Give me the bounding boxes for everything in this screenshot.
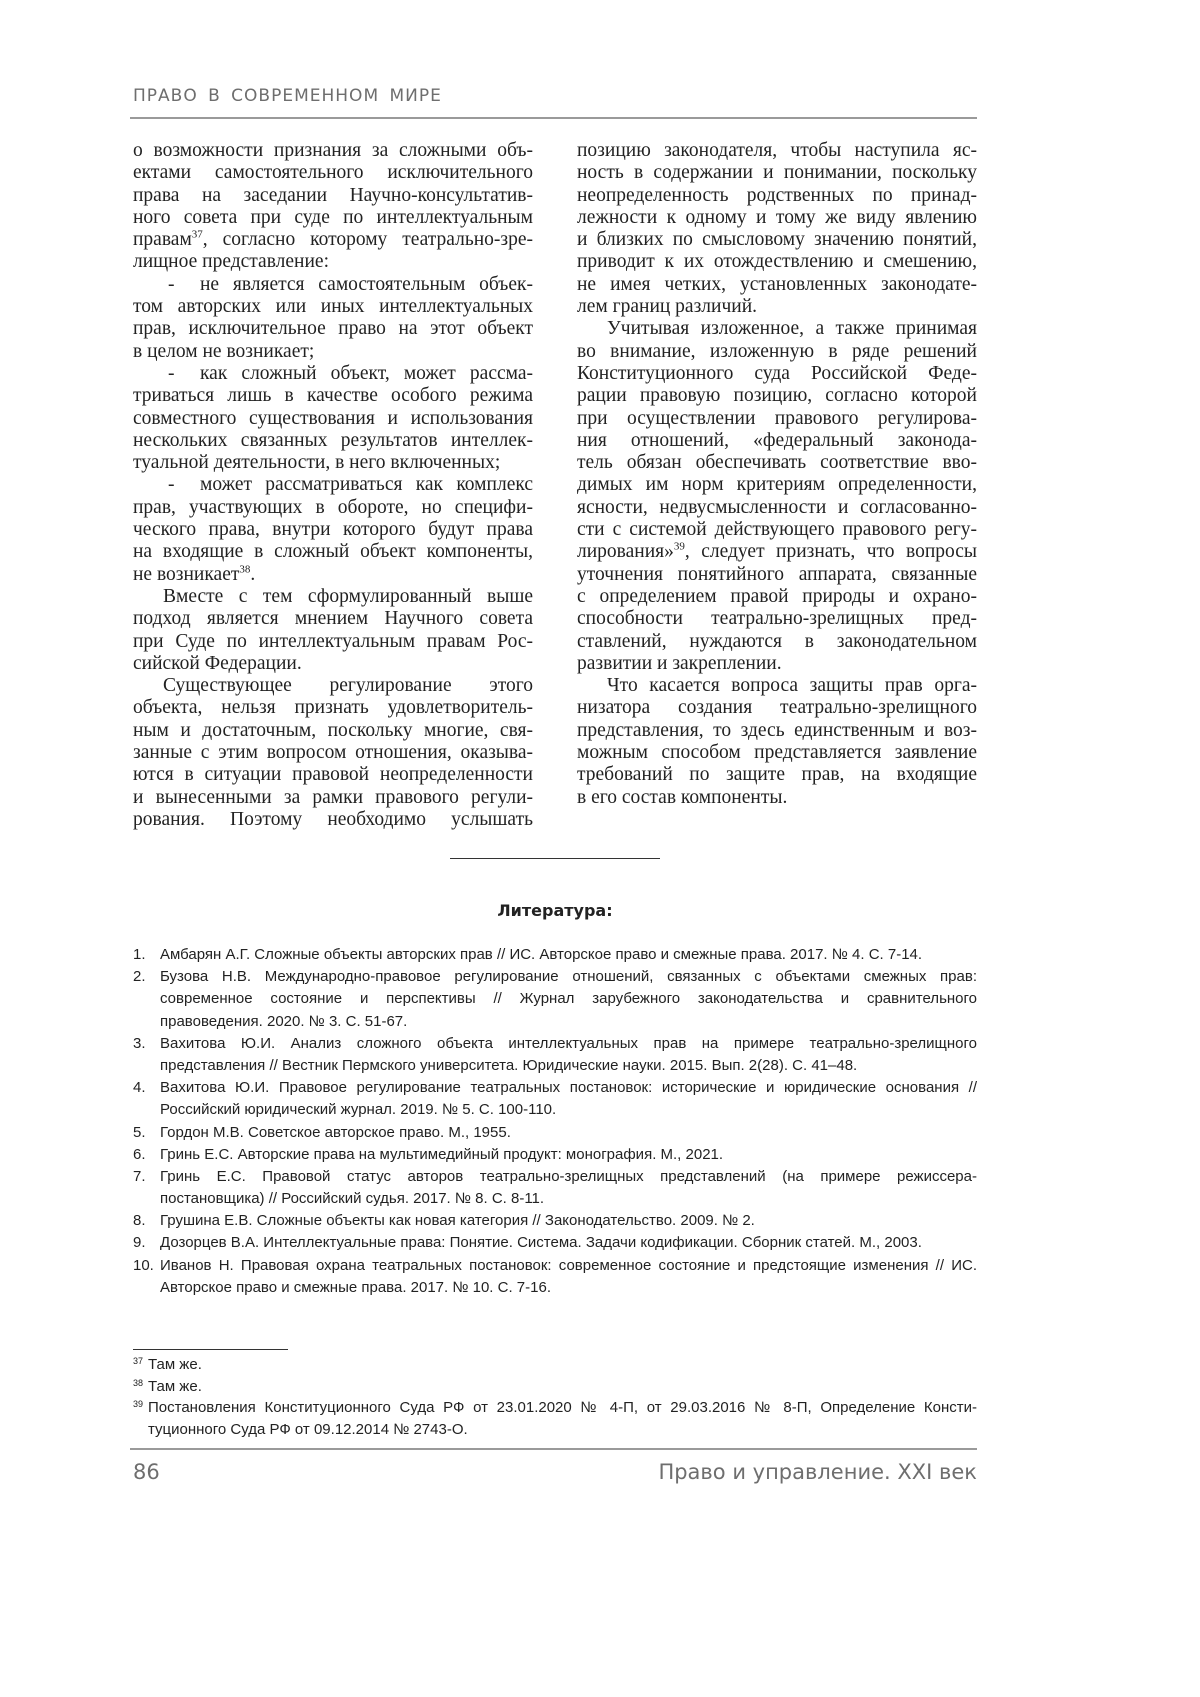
text-line: низатора создания театрально-зрелищного [577,697,977,719]
text-segment: как сложный объект, может рассма- [200,363,533,384]
text-line: в его состав компоненты. [577,787,977,809]
reference-item [133,1033,977,1077]
text-line: туционного Суда РФ от 09.12.2014 № 2743-О. [148,1419,977,1441]
reference-item [133,1210,977,1232]
text-line: ным и достаточным, поскольку многие, свя- [133,720,533,742]
text-line: прав, участвующих в обороте, но специфи- [133,497,533,519]
paragraph [577,318,977,675]
reference-number: 9. [133,1232,146,1254]
text-line: постановщика) // Российский судья. 2017. № 8. С. 8-11. [160,1188,977,1210]
text-line: на входящие в сложный объект компоненты, [133,541,533,563]
reference-item [133,944,977,966]
text-segment: , согласно которому театрально-зре- [203,229,533,250]
text-line: занные с этим вопросом отношения, оказыва- [133,742,533,764]
text-segment: , следует признать, что вопросы [685,541,977,562]
reference-number: 5. [133,1122,146,1144]
text-line [133,229,533,251]
text-line: при Суде по интеллектуальным правам Рос- [133,631,533,653]
text-line: права на заседании Научно-консультатив- [133,185,533,207]
text-line: приводит к их отождествлению и смешению, [577,251,977,273]
text-line: ность в содержании и понимании, поскольку [577,162,977,184]
list-item [133,474,533,585]
text-line: лежности к одному и тому же виду явлению [577,207,977,229]
text-line: Существующее регулирование этого [133,675,533,697]
text-line: Иванов Н. Правовая охрана театральных постановок: современное состояние и предстоящие изменения // ИС. [160,1255,977,1277]
text-line: Авторское право и смежные права. 2017. № 10. С. 7-16. [160,1277,977,1299]
text-line [133,363,533,385]
text-line: Грушина Е.В. Сложные объекты как новая категория // Законодательство. 2009. № 2. [160,1210,977,1232]
text-line: при осуществлении правового регулирова- [577,408,977,430]
reference-number: 6. [133,1144,146,1166]
text-line: ставлений, нуждаются в законодательном [577,631,977,653]
reference-item [133,1144,977,1166]
text-line: Вместе с тем сформулированный выше [133,586,533,608]
reference-item [133,1122,977,1144]
text-line: во внимание, изложенную в ряде решений [577,341,977,363]
text-line: требований по защите прав, на входящие [577,764,977,786]
text-line: Бузова Н.В. Международно-правовое регулирование отношений, связанных с объектами смежных прав: [160,966,977,988]
text-line: Гордон М.В. Советское авторское право. М., 1955. [160,1122,977,1144]
text-line: можным способом представляется заявление [577,742,977,764]
text-line: представления // Вестник Пермского университета. Юридические науки. 2015. Вып. 2(28). С. 41–48. [160,1055,977,1077]
text-line: димых им норм критериям определенности, [577,474,977,496]
text-line: Гринь Е.С. Правовой статус авторов театрально-зрелищных представлений (на примере режиссера- [160,1166,977,1188]
text-line: Гринь Е.С. Авторские права на мультимедийный продукт: монография. М., 2021. [160,1144,977,1166]
footnote [133,1397,977,1440]
footnote [133,1376,977,1398]
text-line: и вынесенными за рамки правового регули- [133,787,533,809]
text-line: тель обязан обеспечивать соответствие вво- [577,452,977,474]
text-line: ектами самостоятельного исключительного [133,162,533,184]
page-number: 86 [133,1460,160,1484]
text-line: правоведения. 2020. № 3. С. 51-67. [160,1011,977,1033]
text-line [133,564,533,586]
right-column [577,140,977,809]
text-segment: правам [133,229,192,250]
footnote-ref: 37 [192,229,203,241]
text-line: лищное представление: [133,251,533,273]
header-rule [130,117,977,119]
text-line: Учитывая изложенное, а также принимая [577,318,977,340]
text-line: триваться лишь в качестве особого режима [133,385,533,407]
reference-item [133,1166,977,1210]
text-line: рации правовую позицию, согласно которой [577,385,977,407]
text-line: сийской Федерации. [133,653,533,675]
text-line: с определением правой природы и охрано- [577,586,977,608]
footnote-number: 39 [133,1394,143,1416]
footnote-rule [133,1349,288,1350]
text-line: Амбарян А.Г. Сложные объекты авторских прав // ИС. Авторское право и смежные права. 2017. № 4. С. 7-14. [160,944,977,966]
reference-number: 2. [133,966,146,988]
text-line: и близких по смысловому значению понятий, [577,229,977,251]
text-line: современное состояние и перспективы // Журнал зарубежного законодательства и сравнительного [160,988,977,1010]
text-line: о возможности признания за сложными объ- [133,140,533,162]
list-item [133,363,533,474]
footer-rule [130,1448,977,1450]
text-line: Вахитова Ю.И. Правовое регулирование театральных постановок: исторические и юридические основания // [160,1077,977,1099]
text-line: Вахитова Ю.И. Анализ сложного объекта интеллектуальных прав на примере театрально-зрелищного [160,1033,977,1055]
text-line: том авторских или иных интеллектуальных [133,296,533,318]
reference-item [133,1077,977,1121]
text-line: Там же. [148,1376,977,1398]
literature-title: Литература: [0,901,1110,920]
reference-list [133,944,977,1299]
footnotes [133,1354,977,1440]
text-line: совместного существования и использования [133,408,533,430]
reference-number: 4. [133,1077,146,1099]
text-line: туальной деятельности, в него включенных; [133,452,533,474]
paragraph [133,675,533,831]
text-line [133,274,533,296]
footnote-number: 38 [133,1373,143,1395]
text-line: позицию законодателя, чтобы наступила яс- [577,140,977,162]
text-line: Что касается вопроса защиты прав орга- [577,675,977,697]
reference-number: 7. [133,1166,146,1188]
running-head: ПРАВО В СОВРЕМЕННОМ МИРЕ [133,86,442,106]
text-line: нескольких связанных результатов интеллек- [133,430,533,452]
text-line: в целом не возникает; [133,341,533,363]
paragraph [133,140,533,274]
list-item [133,274,533,363]
text-segment: может рассматриваться как комплекс [200,474,533,495]
text-line: ческого права, внутри которого будут права [133,519,533,541]
text-line: сти с системой действующего правового регу- [577,519,977,541]
text-line: Постановления Конституционного Суда РФ от 23.01.2020 № 4-П, от 29.03.2016 № 8-П, Определение Консти- [148,1397,977,1419]
text-line: лем границ различий. [577,296,977,318]
list-dash: - [168,474,175,496]
text-line: прав, исключительное право на этот объект [133,318,533,340]
text-line: развитии и закреплении. [577,653,977,675]
paragraph [577,140,977,318]
paragraph [577,675,977,809]
paragraph [133,586,533,675]
text-line [577,541,977,563]
reference-item [133,1232,977,1254]
text-line [133,474,533,496]
text-line: способности театрально-зрелищных пред- [577,608,977,630]
footnote [133,1354,977,1376]
reference-number: 10. [133,1255,154,1277]
reference-number: 3. [133,1033,146,1055]
text-line: неопределенность родственных по принад- [577,185,977,207]
footnote-number: 37 [133,1351,143,1373]
text-line: подход является мнением Научного совета [133,608,533,630]
text-segment: не является самостоятельным объек- [200,274,533,295]
text-line: Дозорцев В.А. Интеллектуальные права: Понятие. Система. Задачи кодификации. Сборник статей. М., 2003. [160,1232,977,1254]
text-line: рования. Поэтому необходимо услышать [133,809,533,831]
text-line: ясности, недвусмысленности и согласованно- [577,497,977,519]
text-line: ного совета при суде по интеллектуальным [133,207,533,229]
section-separator [450,858,660,859]
list-dash: - [168,363,175,385]
reference-item [133,966,977,1033]
reference-number: 1. [133,944,146,966]
journal-title: Право и управление. XXI век [658,1460,977,1484]
footnote-ref: 38 [239,563,250,575]
list-dash: - [168,274,175,296]
text-line: Российский юридический журнал. 2019. № 5. С. 100-110. [160,1099,977,1121]
text-segment: . [250,564,255,585]
left-column [133,140,533,831]
text-line: объекта, нельзя признать удовлетворитель- [133,697,533,719]
text-line: представления, то здесь единственным и воз- [577,720,977,742]
reference-item [133,1255,977,1299]
text-segment: лирования» [577,541,674,562]
reference-number: 8. [133,1210,146,1232]
footnote-ref: 39 [674,541,685,553]
text-line: ния отношений, «федеральный законода- [577,430,977,452]
text-line: уточнения понятийного аппарата, связанные [577,564,977,586]
text-line: Там же. [148,1354,977,1376]
text-line: ются в ситуации правовой неопределенности [133,764,533,786]
text-segment: не возникает [133,564,239,585]
text-line: не имея четких, установленных законодате- [577,274,977,296]
text-line: Конституционного суда Российской Феде- [577,363,977,385]
